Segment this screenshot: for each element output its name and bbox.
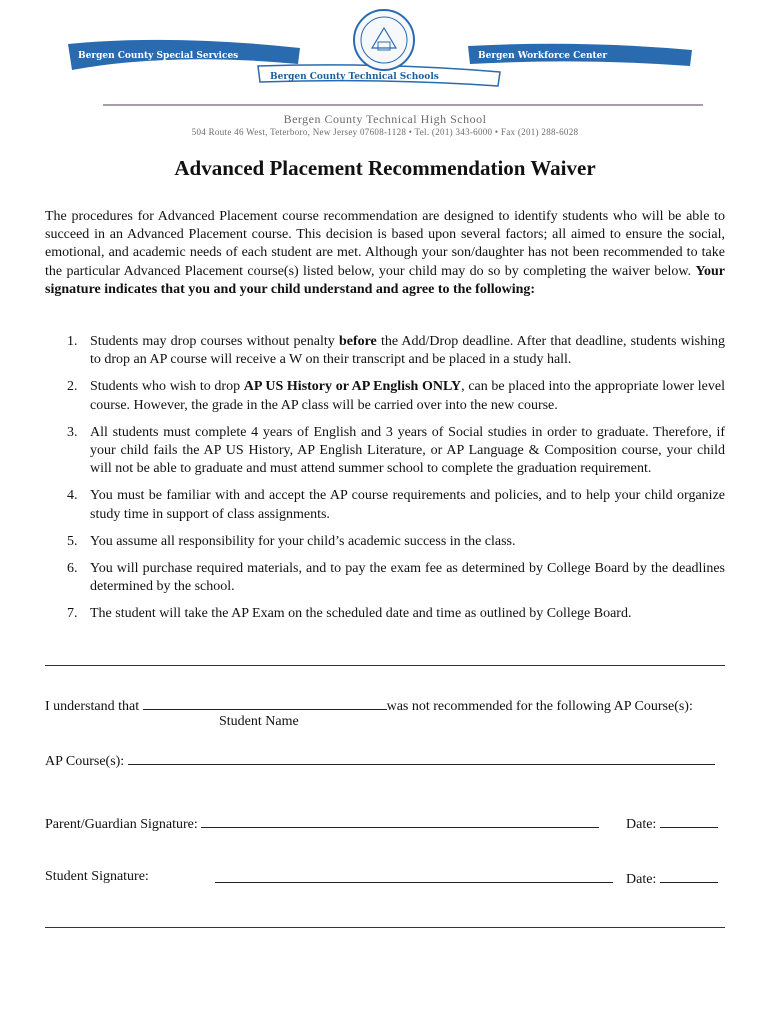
list-item bbox=[45, 487, 725, 523]
banner-left-text: Bergen County Special Services bbox=[78, 51, 239, 61]
page-title: Advanced Placement Recommendation Waiver bbox=[174, 156, 596, 180]
ap-courses-label: AP Course(s): bbox=[45, 754, 125, 769]
letterhead-rule bbox=[103, 104, 703, 106]
item-text: All students must complete 4 years of English and 3 years of Social studies in order to graduate. Therefore, if your child fails the AP US History, AP English Literature, or AP Language & Composition course, your child will not be able to graduate and must attend summer school to complete the graduation requirement. bbox=[90, 424, 725, 477]
ap-courses-line bbox=[45, 751, 715, 770]
item-number: 1. bbox=[67, 334, 78, 349]
ap-courses-field[interactable] bbox=[128, 751, 715, 765]
list-item bbox=[45, 333, 725, 369]
item-text: the Add/Drop deadline. After that deadline, students wishing to drop an AP course will receive a W on their transcript and be placed in a study hall. bbox=[90, 334, 725, 368]
date-label: Date: bbox=[626, 872, 657, 887]
item-text: , can be placed into the appropriate lower level course. However, the grade in the AP class will be carried over into the new course. bbox=[90, 379, 725, 413]
list-item bbox=[45, 560, 725, 596]
banner-center-text: Bergen County Technical Schools bbox=[270, 72, 439, 82]
list-item bbox=[45, 378, 725, 414]
intro-paragraph bbox=[45, 208, 725, 299]
intro-text: The procedures for Advanced Placement course recommendation are designed to identify students who will be able to succeed in an Advanced Placement course. This decision is based upon several factors; all aimed to ensure the social, emotional, and academic needs of each student are met. Although your son/daughter has not been recommended to take the particular Advanced Placement course(s) listed below, your child may do so by completing the waiver below. bbox=[45, 209, 725, 279]
intro-bold: Your signature indicates that you and your child understand and agree to the following: bbox=[45, 263, 725, 297]
item-text: You must be familiar with and accept the AP course requirements and policies, and to help your child organize study time in support of class assignments. bbox=[90, 488, 725, 522]
student-name-field[interactable] bbox=[143, 696, 387, 710]
student-signature-label: Student Signature: bbox=[45, 869, 149, 884]
letterhead bbox=[0, 0, 770, 140]
parent-date-line bbox=[626, 814, 718, 833]
item-text: The student will take the AP Exam on the scheduled date and time as outlined by College Board. bbox=[90, 606, 632, 622]
policy-list bbox=[45, 333, 725, 633]
student-signature-line bbox=[215, 869, 613, 888]
item-number: 6. bbox=[67, 561, 78, 577]
understand-prefix: I understand that bbox=[45, 699, 143, 714]
list-item bbox=[45, 605, 725, 623]
item-number: 5. bbox=[67, 533, 78, 549]
date-label: Date: bbox=[626, 817, 657, 832]
item-text: Students who wish to drop bbox=[90, 379, 244, 395]
item-text: You assume all responsibility for your child’s academic success in the class. bbox=[90, 533, 516, 549]
item-bold: before bbox=[338, 334, 377, 349]
parent-signature-line bbox=[45, 814, 599, 833]
item-number: 4. bbox=[67, 488, 78, 504]
list-item bbox=[45, 424, 725, 479]
banner-right-text: Bergen Workforce Center bbox=[478, 51, 608, 61]
student-date-field[interactable] bbox=[660, 869, 718, 883]
item-text: You will purchase required materials, and to pay the exam fee as determined by College Board by the deadlines determined by the school. bbox=[90, 561, 725, 595]
understand-line bbox=[45, 696, 693, 715]
item-number: 7. bbox=[67, 606, 78, 622]
seal-icon bbox=[354, 10, 414, 70]
understand-suffix: was not recommended for the following AP Course(s): bbox=[386, 699, 693, 714]
item-number: 2. bbox=[67, 379, 78, 395]
item-bold: AP US History or AP English ONLY bbox=[243, 379, 462, 395]
school-address: 504 Route 46 West, Teterboro, New Jersey 07608-1128 • Tel. (201) 343-6000 • Fax (201) 288-6028 bbox=[191, 127, 579, 137]
list-item bbox=[45, 533, 725, 551]
parent-signature-field[interactable] bbox=[201, 814, 599, 828]
student-signature-field[interactable] bbox=[215, 869, 613, 883]
student-name-caption: Student Name bbox=[219, 714, 299, 729]
item-number: 3. bbox=[67, 424, 78, 440]
parent-date-field[interactable] bbox=[660, 814, 718, 828]
item-text: Students may drop courses without penalty bbox=[90, 334, 339, 349]
student-date-line bbox=[626, 869, 718, 888]
letterhead-graphic bbox=[0, 0, 770, 110]
school-name: Bergen County Technical High School bbox=[283, 112, 487, 126]
section-divider bbox=[45, 665, 725, 666]
parent-signature-label: Parent/Guardian Signature: bbox=[45, 817, 198, 832]
bottom-divider bbox=[45, 927, 725, 928]
